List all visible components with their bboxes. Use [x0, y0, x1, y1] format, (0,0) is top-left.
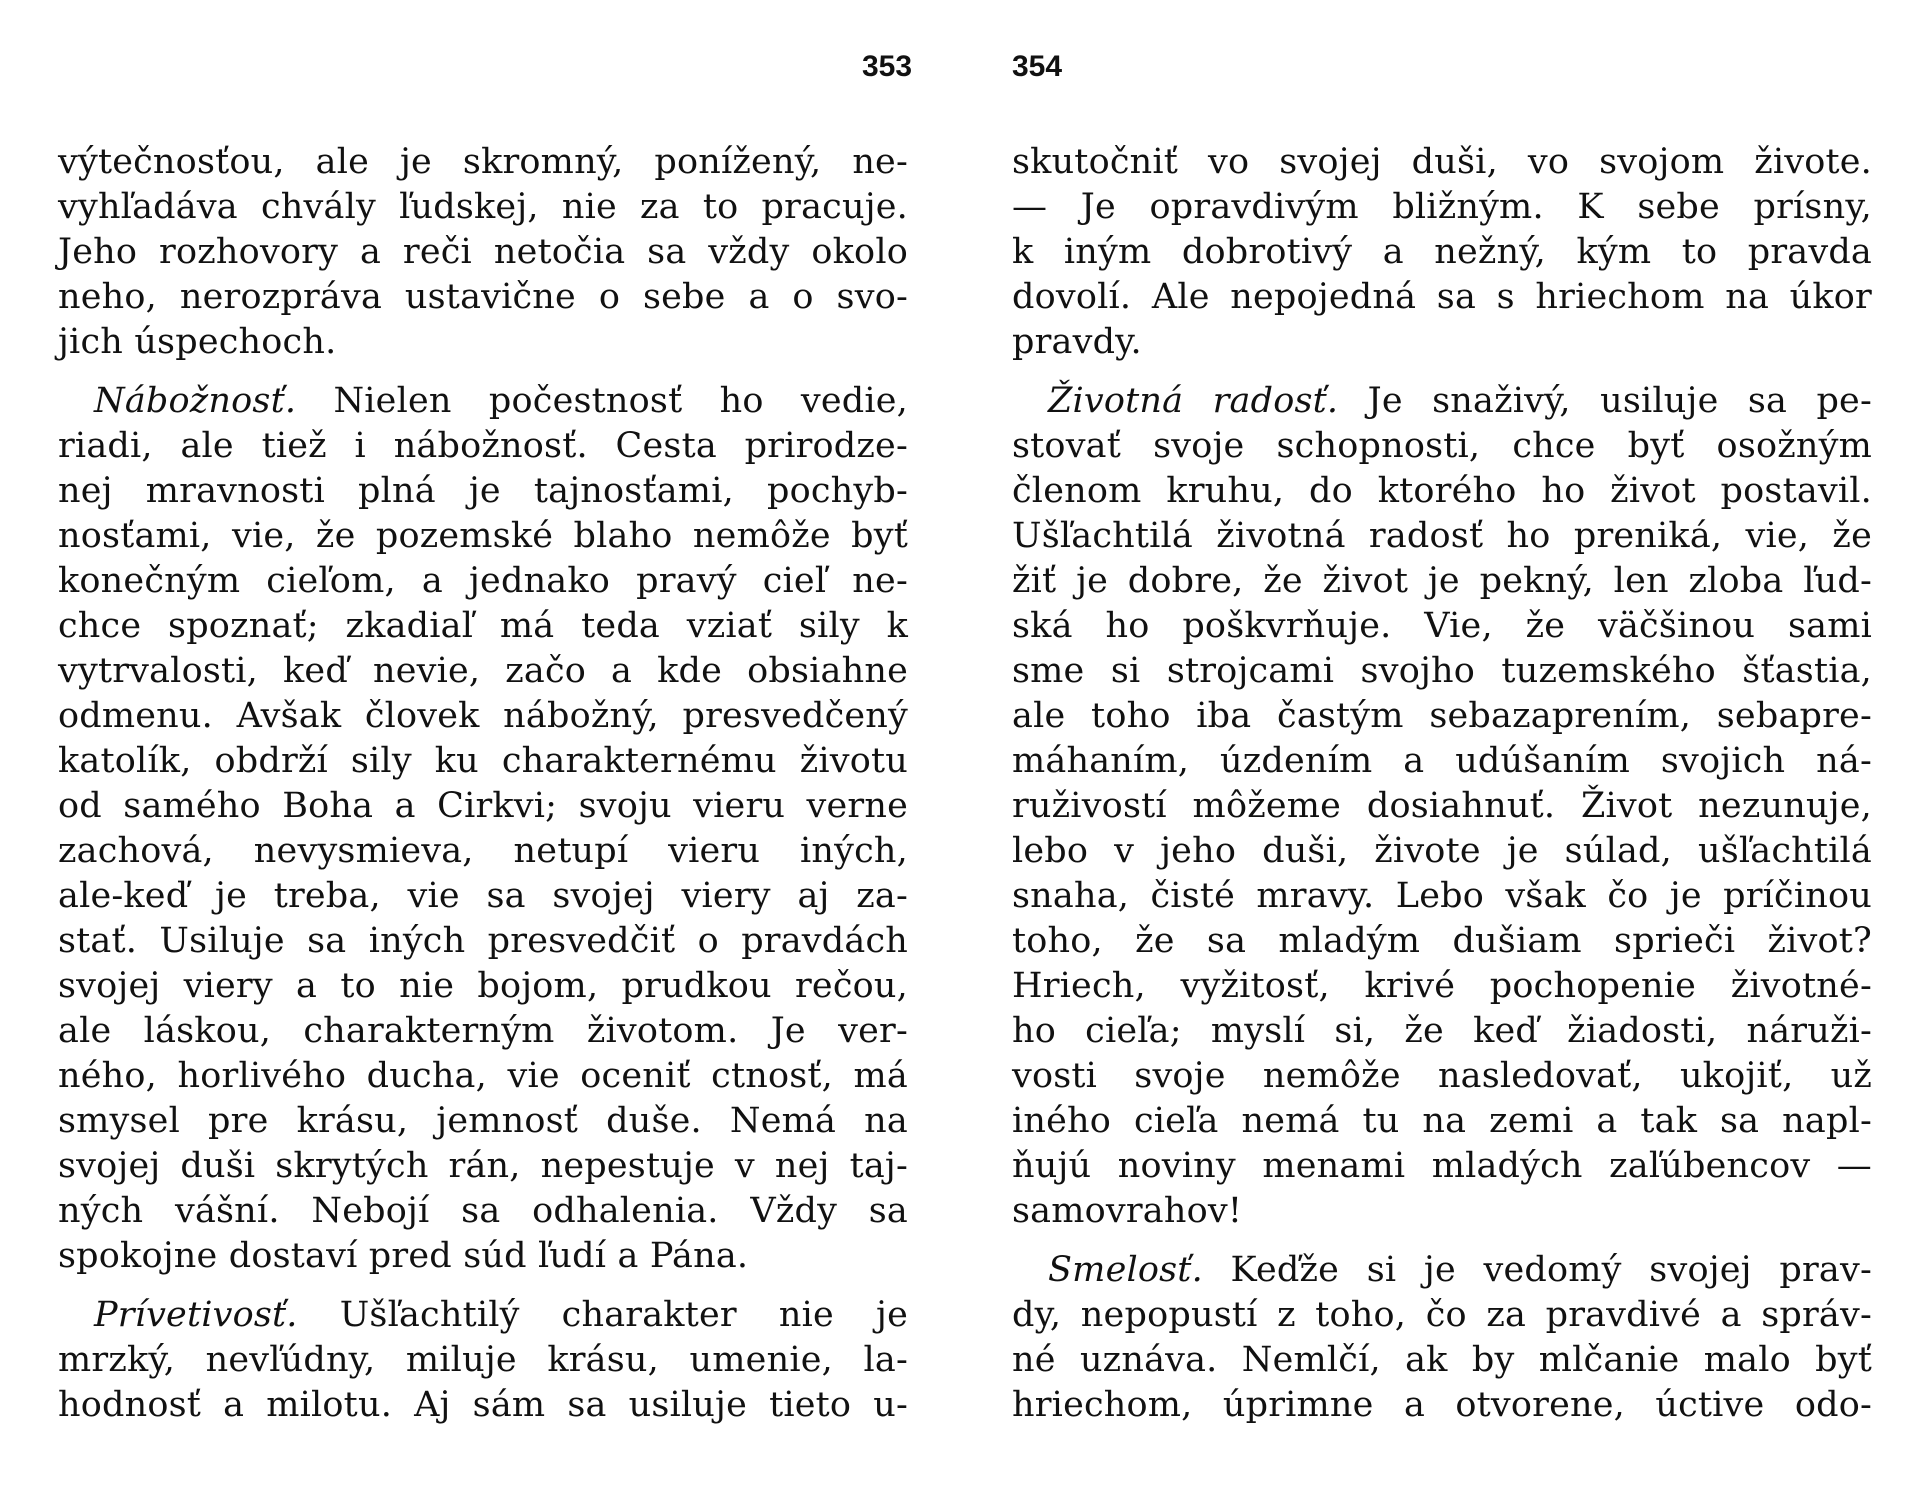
text-line: skutočniť vo svojej duši, vo svojom živote. [1012, 142, 1872, 182]
text-line: vytrvalosti, keď nevie, začo a kde obsiahne [58, 651, 908, 691]
text-line: katolík, obdrží sily ku charakternému životu [58, 741, 908, 781]
text-line: mrzký, nevľúdny, miluje krásu, umenie, la- [58, 1340, 908, 1380]
text-line: nej mravnosti plná je tajnosťami, pochyb- [58, 471, 908, 511]
text-line: odmenu. Avšak človek nábožný, presvedčený [58, 696, 908, 736]
text-line: nosťami, vie, že pozemské blaho nemôže byť [58, 516, 908, 556]
text-line: spokojne dostaví pred súd ľudí a Pána. [58, 1236, 749, 1276]
text-line: né uznáva. Nemlčí, ak by mlčanie malo byť [1012, 1340, 1872, 1380]
text-fragment: Keďže si je vedomý svojej prav- [1202, 1250, 1872, 1290]
page-text [58, 140, 908, 1428]
text-line: lebo v jeho duši, živote je súlad, ušľachtilá [1012, 831, 1872, 871]
text-line: Hriech, vyžitosť, krivé pochopenie životné- [1012, 966, 1872, 1006]
page-number: 353 [862, 50, 913, 83]
text-fragment: Nielen počestnosť ho vedie, [296, 381, 908, 421]
page-number: 354 [1012, 50, 1063, 83]
text-line: ruživostí môžeme dosiahnuť. Život nezunuje, [1012, 786, 1872, 826]
text-line: ných vášní. Nebojí sa odhalenia. Vždy sa [58, 1191, 908, 1231]
text-line: svojej duši skrytých rán, nepestuje v nej taj- [58, 1146, 908, 1186]
text-line: stať. Usiluje sa iných presvedčiť o pravdách [58, 921, 908, 961]
text-line: hriechom, úprimne a otvorene, úctive odo- [1012, 1385, 1872, 1425]
text-line: máhaním, úzdením a udúšaním svojich ná- [1012, 741, 1872, 781]
text-line: ská ho poškvrňuje. Vie, že väčšinou sami [1012, 606, 1872, 646]
section-heading: Životná radosť. [1048, 381, 1339, 421]
paragraph-first-line [58, 1293, 908, 1338]
right-page [1012, 0, 1872, 1500]
left-page [58, 0, 913, 1500]
paragraph-first-line [1012, 379, 1872, 424]
text-line: ale láskou, charakterným životom. Je ver- [58, 1011, 908, 1051]
text-line: k iným dobrotivý a nežný, kým to pravda [1012, 232, 1872, 272]
text-line: riadi, ale tiež i nábožnosť. Cesta prirodze- [58, 426, 908, 466]
text-line: svojej viery a to nie bojom, prudkou rečou, [58, 966, 908, 1006]
text-line: snaha, čisté mravy. Lebo však čo je príčinou [1012, 876, 1872, 916]
text-line: Ušľachtilá životná radosť ho preniká, vie, že [1012, 516, 1872, 556]
text-line: výtečnosťou, ale je skromný, ponížený, ne- [58, 142, 908, 182]
text-line: ho cieľa; myslí si, že keď žiadosti, náruži- [1012, 1011, 1872, 1051]
section-heading: Prívetivosť. [94, 1295, 298, 1335]
page-text [1012, 140, 1872, 1428]
text-line: smysel pre krásu, jemnosť duše. Nemá na [58, 1101, 908, 1141]
text-line: zachová, nevysmieva, netupí vieru iných, [58, 831, 908, 871]
text-line: ale-keď je treba, vie sa svojej viery aj za- [58, 876, 908, 916]
section-heading: Smelosť. [1048, 1250, 1203, 1290]
section-heading: Nábožnosť. [94, 381, 297, 421]
text-fragment: Ušľachtilý charakter nie je [297, 1295, 908, 1335]
text-line: dovolí. Ale nepojedná sa s hriechom na úkor [1012, 277, 1872, 317]
text-line: členom kruhu, do ktorého ho život postavil. [1012, 471, 1872, 511]
text-line: Jeho rozhovory a reči netočia sa vždy okolo [58, 232, 908, 272]
paragraph-first-line [58, 379, 908, 424]
text-line: vosti svoje nemôže nasledovať, ukojiť, už [1012, 1056, 1872, 1096]
text-line: chce spoznať; zkadiaľ má teda vziať sily k [58, 606, 908, 646]
text-line: toho, že sa mladým dušiam sprieči život? [1012, 921, 1872, 961]
text-line: samovrahov! [1012, 1191, 1243, 1231]
text-line: ného, horlivého ducha, vie oceniť ctnosť, má [58, 1056, 908, 1096]
text-line: ňujú noviny menami mladých zaľúbencov — [1012, 1146, 1872, 1186]
text-line: konečným cieľom, a jednako pravý cieľ ne- [58, 561, 908, 601]
text-line: od samého Boha a Cirkvi; svoju vieru verne [58, 786, 908, 826]
text-line: vyhľadáva chvály ľudskej, nie za to pracuje. [58, 187, 908, 227]
text-line: žiť je dobre, že život je pekný, len zloba ľud- [1012, 561, 1872, 601]
text-line: jich úspechoch. [58, 322, 337, 362]
text-line: hodnosť a milotu. Aj sám sa usiluje tieto u- [58, 1385, 908, 1425]
text-line: — Je opravdivým bližným. K sebe prísny, [1012, 187, 1872, 227]
text-line: neho, nerozpráva ustavične o sebe a o svo- [58, 277, 908, 317]
text-line: sme si strojcami svojho tuzemského šťastia, [1012, 651, 1872, 691]
text-line: pravdy. [1012, 322, 1142, 362]
text-line: stovať svoje schopnosti, chce byť osožným [1012, 426, 1872, 466]
paragraph-first-line [1012, 1248, 1872, 1293]
text-line: dy, nepopustí z toho, čo za pravdivé a správ- [1012, 1295, 1872, 1335]
text-line: ale toho iba častým sebazaprením, sebapre- [1012, 696, 1872, 736]
text-fragment: Je snaživý, usiluje sa pe- [1338, 381, 1872, 421]
text-line: iného cieľa nemá tu na zemi a tak sa napl- [1012, 1101, 1872, 1141]
